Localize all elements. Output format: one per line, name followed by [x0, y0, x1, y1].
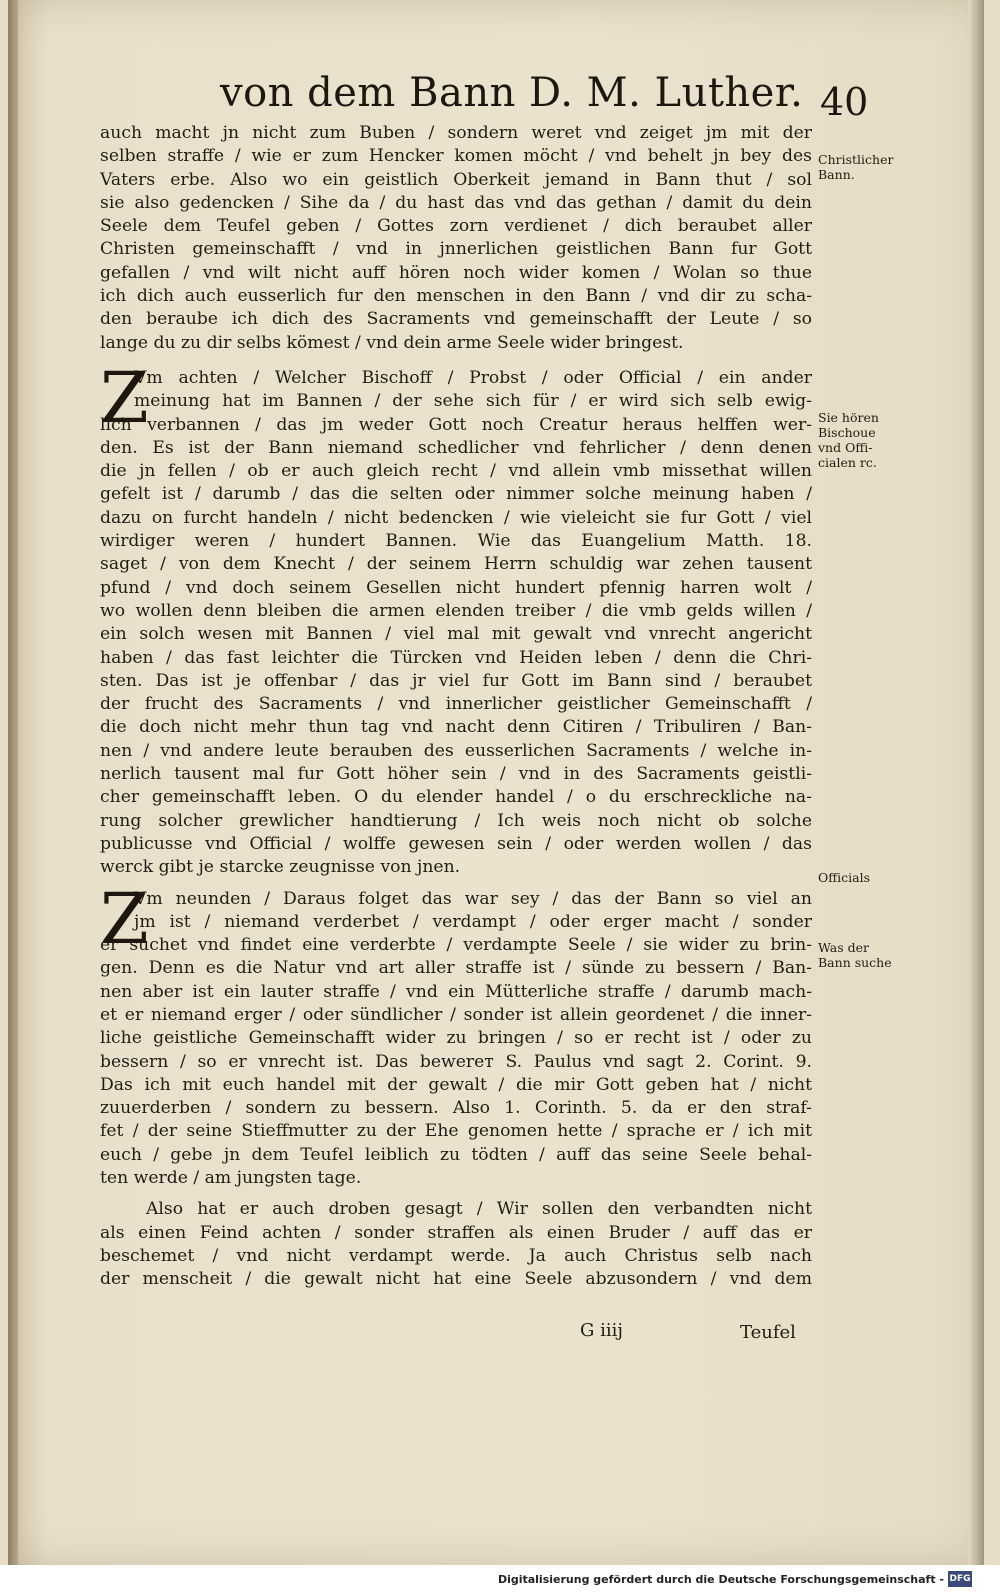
text-line: Christen gemeinschafft / vnd in jnnerlichen geistlichen Bann fur Gott [100, 239, 812, 260]
marginal-note-bischoue [818, 410, 908, 470]
text-line: rung solcher grewlicher handtierung / Ich weis noch nicht ob solche [100, 810, 812, 831]
catchword: Teufel [740, 1322, 796, 1343]
text-line: nerlich tausent mal fur Gott höher sein / vnd in des Sacraments geistli- [100, 764, 812, 785]
marginal-note-officials [818, 870, 908, 885]
marginal-line: cialen rc. [818, 455, 877, 470]
running-title: von dem Bann D. M. Luther. [220, 70, 804, 116]
marginal-note-was-der-bann [818, 940, 908, 970]
marginal-line: vnd Offi- [818, 440, 873, 455]
text-line: die doch nicht mehr thun tag vnd nacht denn Citiren / Tribuliren / Ban- [100, 717, 812, 738]
marginal-note-christlicher-bann [818, 152, 908, 182]
text-line: auch macht jn nicht zum Buben / sondern weret vnd zeiget jm mit der [100, 123, 812, 143]
text-line: nen aber ist ein lauter straffe / vnd ein Mütterliche straffe / darumb mach- [100, 981, 812, 1002]
paragraph-1 [100, 122, 812, 355]
text-line: der menscheit / die gewalt nicht hat eine Seele abzusondern / vnd dem [100, 1269, 812, 1290]
text-line: wo wollen denn bleiben die armen elenden treiber / die vmb gelds willen / [100, 600, 812, 621]
text-line: lich verbannen / das jm weder Gott noch Creatur heraus helffen wer- [100, 414, 812, 435]
marginal-line: Officials [818, 870, 870, 885]
text-line: et er niemand erger / oder sündlicher / sonder ist allein geordenet / die inner- [100, 1004, 812, 1025]
text-line: gefallen / vnd wilt nicht auff hören noch wider komen / Wolan so thue [100, 262, 812, 283]
marginal-line: Bischoue [818, 425, 876, 440]
text-line: Vaters erbe. Also wo ein geistlich Oberkeit jemand in Bann thut / sol [100, 169, 812, 190]
text-line: lange du zu dir selbs kömest / vnd dein arme Seele wider bringest. [100, 332, 684, 353]
text-line: sten. Das ist je offenbar / das jr viel fur Gott im Bann sind / beraubet [100, 670, 812, 691]
text-line: dazu on furcht handeln / nicht bedencken / wie vieleicht sie fur Gott / viel [100, 507, 812, 528]
marginal-line: Christlicher [818, 152, 894, 167]
drop-cap: Z [100, 877, 149, 960]
paragraph-4 [100, 1198, 812, 1291]
text-line: meinung hat im Bannen / der sehe sich für / er wird sich selb ewig- [134, 391, 812, 412]
text-line: Seele dem Teufel geben / Gottes zorn verdienet / dich beraubet aller [100, 216, 812, 237]
text-line: Das ich mit euch handel mit der gewalt / die mir Gott geben hat / nicht [100, 1074, 812, 1095]
text-line: gefelt ist / darumb / das die selten oder nimmer solche meinung haben / [100, 484, 812, 505]
text-line: fet / der seine Stieffmutter zu der Ehe genomen hette / sprache er / ich mit [100, 1121, 812, 1142]
signature-mark: G iiij [580, 1320, 623, 1341]
marginal-line: Bann suche [818, 955, 892, 970]
marginal-line: Bann. [818, 167, 855, 182]
dfg-logo-icon: DFG [948, 1571, 972, 1587]
text-line: den beraube ich dich des Sacraments vnd gemeinschafft der Leute / so [100, 309, 812, 330]
marginal-line: Was der [818, 940, 869, 955]
paragraph-3 [100, 877, 812, 1191]
page-edge [968, 0, 984, 1565]
text-line: ich dich auch eusserlich fur den menschen in den Bann / vnd dir zu scha- [100, 286, 812, 307]
text-line: liche geistliche Gemeinschafft wider zu bringen / so er recht ist / oder zu [100, 1028, 812, 1049]
text-line: ein solch wesen mit Bannen / viel mal mit gewalt vnd vnrecht angericht [100, 624, 812, 645]
text-line: gen. Denn es die Natur vnd art aller straffe ist / sünde zu bessern / Ban- [100, 958, 812, 979]
text-line: jm ist / niemand verderbet / verdampt / oder erger macht / sonder [134, 911, 812, 932]
text-line: cher gemeinschafft leben. O du elender handel / o du erschreckliche na- [100, 787, 812, 808]
text-line: selben straffe / wie er zum Hencker komen möcht / vnd behelt jn bey des [100, 146, 812, 167]
text-line: Also hat er auch droben gesagt / Wir sollen den verbandten nicht [146, 1199, 812, 1220]
text-line: bessern / so er vnrecht ist. Das bewerет S. Paulus vnd sagt 2. Corint. 9. [100, 1051, 812, 1072]
paragraph-2 [100, 356, 812, 880]
text-line: werck gibt je starcke zeugnisse von jnen. [100, 857, 461, 878]
text-line: als einen Feind achten / sonder straffen als einen Bruder / auff das er [100, 1222, 812, 1243]
text-line: zuuerderben / sondern zu bessern. Also 1. Corinth. 5. da er den straf- [100, 1098, 812, 1119]
text-line: Vm neunden / Daraus folget das war sey / das der Bann so viel an [134, 888, 812, 909]
page-number: 40 [820, 80, 869, 124]
text-line: beschemet / vnd nicht verdampt werde. Ja auch Christus selb nach [100, 1245, 812, 1266]
text-line: er suchet vnd findet eine verderbte / verdampte Seele / sie wider zu brin- [100, 935, 812, 956]
text-line: saget / von dem Knecht / der seinem Herrn schuldig war zehen tausent [100, 554, 812, 575]
text-line: haben / das fast leichter die Türcken vnd Heiden leben / denn die Chri- [100, 647, 812, 668]
text-line: die jn fellen / ob er auch gleich recht / vnd allein vmb missethat willen [100, 461, 812, 482]
text-line: wirdiger weren / hundert Bannen. Wie das Euangelium Matth. 18. [100, 531, 812, 552]
text-line: nen / vnd andere leute berauben des eusserlichen Sacraments / welche in- [100, 740, 812, 761]
text-line: euch / gebe jn dem Teufel leiblich zu tödten / auff das seine Seele behal- [100, 1144, 812, 1165]
digitization-notice: Digitalisierung gefördert durch die Deutsche Forschungsgemeinschaft - [497, 1573, 944, 1586]
drop-cap: Z [100, 356, 149, 439]
text-line: der frucht des Sacraments / vnd innerlicher geistlicher Gemeinschafft / [100, 694, 812, 715]
body-text [100, 122, 812, 1300]
text-line: ten werde / am jungsten tage. [100, 1168, 362, 1189]
text-line: publicusse vnd Official / wolffe gewesen sein / oder werden wollen / das [100, 833, 812, 854]
digitization-footer [0, 1565, 1000, 1596]
text-line: pfund / vnd doch seinem Gesellen nicht hundert pfennig harren wolt / [100, 577, 812, 598]
text-line: Vm achten / Welcher Bischoff / Probst / oder Official / ein ander [134, 367, 812, 388]
text-line: sie also gedencken / Sihe da / du hast das vnd das gethan / damit du dein [100, 192, 812, 213]
text-line: den. Es ist der Bann niemand schedlicher vnd fehrlicher / denn denen [100, 437, 812, 458]
page-binding [8, 0, 18, 1565]
marginal-line: Sie hören [818, 410, 879, 425]
